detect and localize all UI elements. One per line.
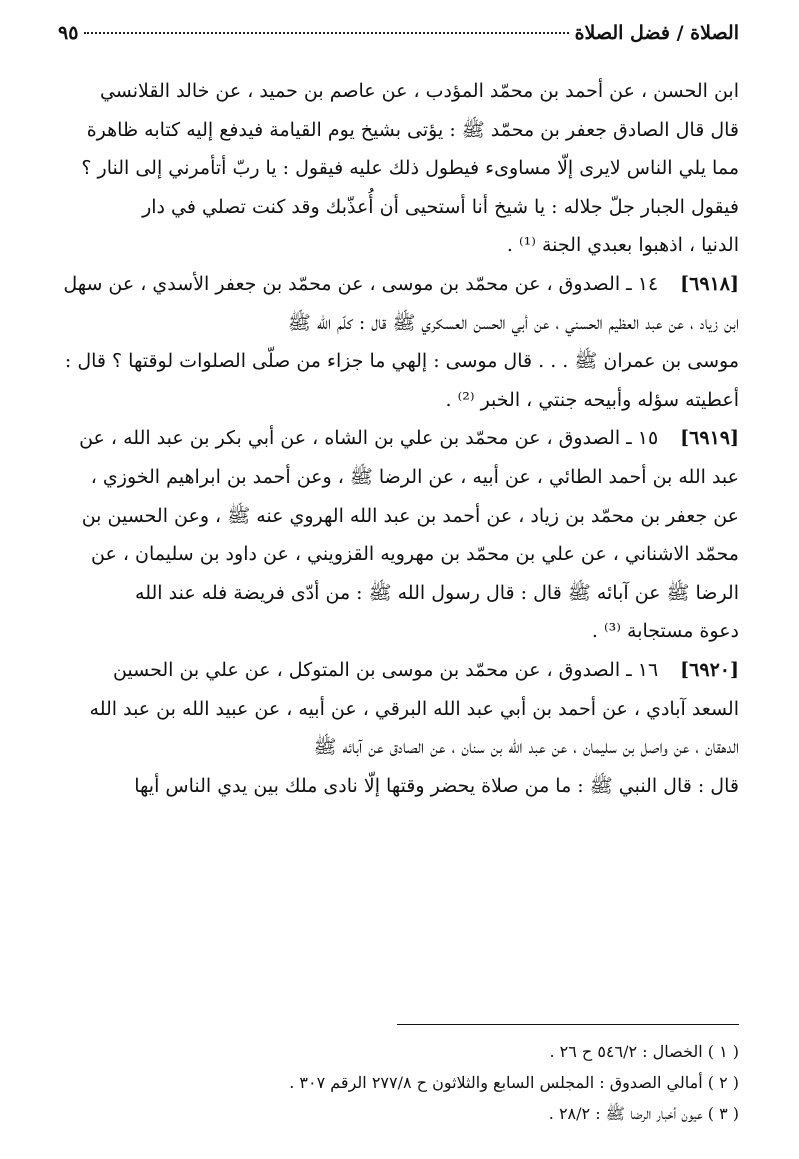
text-line: الرضا ﷺ عن آبائه ﷺ قال : قال رسول الله ﷺ : من أدّى فريضة فله عند الله <box>135 581 739 604</box>
text-line: محمّد الاشناني ، عن علي بن محمّد بن مهرويه القزويني ، عن داود بن سليمان ، عن <box>91 543 739 566</box>
text-line: ابن زياد ، عن عبد العظيم الحسني ، عن أبي الحسن العسكري ﷺ قال : كلّم الله ﷺ <box>287 311 739 334</box>
intro-paragraph <box>58 72 739 265</box>
text-line: السعد آبادي ، عن أحمد بن أبي عبد الله البرقي ، عن أبيه ، عن عبيد الله بن عبد الله <box>89 697 739 720</box>
entry-number: [٦٩٢٠] <box>680 658 739 681</box>
text-line: قال : قال النبي ﷺ : ما من صلاة يحضر وقتها إلّا نادى ملك بين يدي الناس أيها <box>134 774 739 797</box>
text-line: مما يلي الناس لايرى إلّا مساوىء فيطول ذلك عليه فيقول : يا ربّ أتأمرني إلى النار ؟ <box>81 157 739 180</box>
text-line: عبد الله بن أحمد الطائي ، عن أبيه ، عن الرضا ﷺ ، وعن أحمد بن ابراهيم الخوزي ، <box>90 465 739 488</box>
footnote-1: ( ١ ) الخصال : ٥٤٦/٢ ح ٢٦ . <box>549 1042 739 1061</box>
body-text <box>58 72 739 805</box>
text-line: موسى بن عمران ﷺ . . . قال موسى : إلهي ما جزاء من صلّى الصلوات لوقتها ؟ قال : <box>64 350 739 373</box>
text-line: الدهقان ، عن واصل بن سليمان ، عن عبد الله بن سنان ، عن الصادق عن آبائه ﷺ <box>313 736 739 759</box>
entry-first-line <box>58 419 739 458</box>
text-line: ١٤ ـ الصدوق ، عن محمّد بن موسى ، عن محمّد بن جعفر الأسدي ، عن سهل <box>63 272 659 295</box>
header-dot-leader <box>84 32 568 34</box>
footnote-2: ( ٢ ) أمالي الصدوق : المجلس السابع والثلاثون ح ٢٧٧/٨ الرقم ٣٠٧ . <box>289 1073 739 1092</box>
text-line: الدنيا ، اذهبوا بعبدي الجنة ⁽¹⁾ . <box>506 234 739 257</box>
text-line: ١٦ ـ الصدوق ، عن محمّد بن موسى بن المتوكل ، عن علي بن الحسين <box>112 658 659 681</box>
header-title: الصلاة / فضل الصلاة <box>574 22 739 44</box>
text-line: ١٥ ـ الصدوق ، عن محمّد بن علي بن الشاه ، عن أبي بكر بن عبد الله ، عن <box>79 427 659 450</box>
footnote-3: ( ٣ ) عيون أخبار الرضا ﷺ : ٢٨/٢ . <box>548 1104 739 1123</box>
text-line: قال قال الصادق جعفر بن محمّد ﷺ : يؤتى بشيخ يوم القيامة فيدفع إليه كتابه ظاهرة <box>86 118 739 141</box>
text-line: عن جعفر بن محمّد بن زياد ، عن أحمد بن عبد الله الهروي عنه ﷺ ، وعن الحسين بن <box>81 504 739 527</box>
text-line: دعوة مستجابة ⁽³⁾ . <box>591 620 739 643</box>
text-line: أعطيته سؤله وأبيحه جنتي ، الخبر ⁽²⁾ . <box>445 388 739 411</box>
hadith-entry-6919 <box>58 419 739 651</box>
text-line: ابن الحسن ، عن أحمد بن محمّد المؤدب ، عن عاصم بن حميد ، عن خالد القلانسي <box>99 80 739 102</box>
footnote-separator <box>397 1024 739 1025</box>
entry-number: [٦٩١٨] <box>680 272 739 295</box>
hadith-entry-6918 <box>58 265 739 419</box>
hadith-entry-6920 <box>58 651 739 805</box>
text-line: فيقول الجبار جلّ جلاله : يا شيخ أنا أستحيى أن أُعذّبك وقد كنت تصلي في دار <box>142 195 739 218</box>
entry-number: [٦٩١٩] <box>680 427 739 450</box>
entry-first-line <box>58 265 739 304</box>
running-header <box>58 22 739 52</box>
entry-first-line <box>58 651 739 690</box>
footnotes <box>58 1036 739 1129</box>
page-number: ٩٥ <box>58 22 79 44</box>
